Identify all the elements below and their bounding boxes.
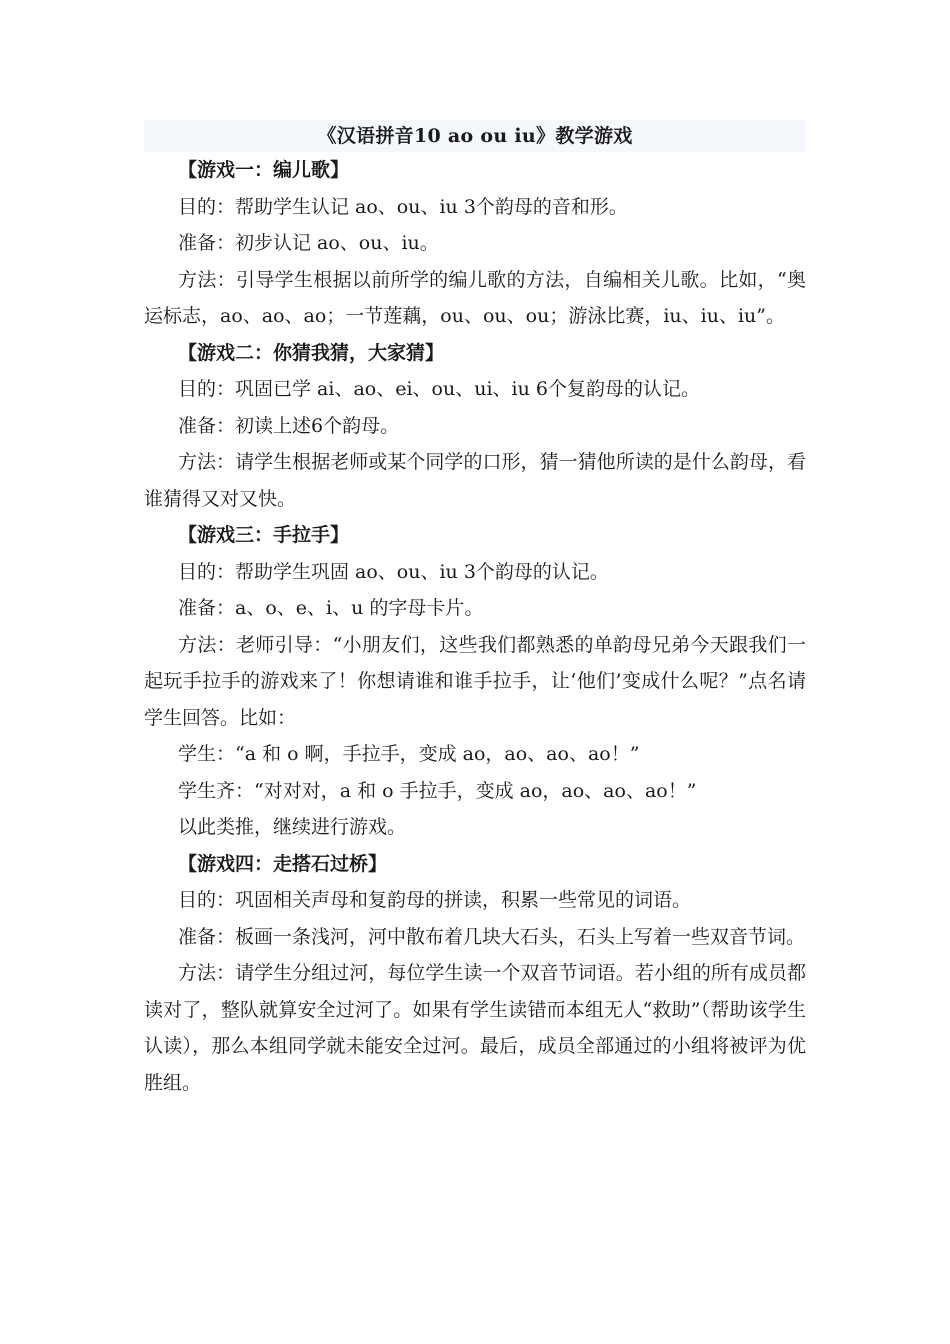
game-3-method: 方法：老师引导：“小朋友们，这些我们都熟悉的单韵母兄弟今天跟我们一起玩手拉手的游戏来了！你想请谁和谁手拉手，让‘他们’变成什么呢？”点名请学生回答。比如： bbox=[144, 633, 806, 729]
game-section-3 bbox=[144, 517, 806, 846]
game-section-1 bbox=[144, 152, 806, 335]
game-4-method: 方法：请学生分组过河，每位学生读一个双音节词语。若小组的所有成员都读对了，整队就算安全过河了。如果有学生读错而本组无人“救助”（帮助该学生认读），那么本组同学就未能安全过河。最后，成员全部通过的小组将被评为优胜组。 bbox=[144, 962, 806, 1094]
game-3-continue-note: 以此类推，继续进行游戏。 bbox=[178, 816, 407, 838]
game-2-preparation: 准备：初读上述6个韵母。 bbox=[178, 414, 400, 437]
document-page bbox=[144, 120, 806, 1101]
game-1-heading: 【游戏一：编儿歌】 bbox=[178, 159, 350, 181]
game-2-method: 方法：请学生根据老师或某个同学的口形，猜一猜他所读的是什么韵母，看谁猜得又对又快。 bbox=[144, 451, 806, 510]
game-4-purpose: 目的：巩固相关声母和复韵母的拼读，积累一些常见的词语。 bbox=[178, 889, 692, 911]
game-2-purpose: 目的：巩固已学 ai、ao、ei、ou、ui、iu 6个复韵母的认记。 bbox=[178, 378, 700, 400]
game-2-heading: 【游戏二：你猜我猜，大家猜】 bbox=[178, 341, 445, 364]
game-3-preparation: 准备：a、o、e、i、u 的字母卡片。 bbox=[178, 597, 484, 619]
game-3-heading: 【游戏三：手拉手】 bbox=[178, 524, 350, 546]
game-1-purpose: 目的：帮助学生认记 ao、ou、iu 3个韵母的音和形。 bbox=[178, 195, 628, 218]
game-section-2 bbox=[144, 335, 806, 518]
game-4-preparation: 准备：板画一条浅河，河中散布着几块大石头，石头上写着一些双音节词。 bbox=[178, 925, 806, 948]
game-1-preparation: 准备：初步认记 ao、ou、iu。 bbox=[178, 232, 439, 254]
game-3-dialogue-student: 学生：“a 和 o 啊，手拉手，变成 ao，ao、ao、ao！” bbox=[178, 743, 640, 765]
game-3-purpose: 目的：帮助学生巩固 ao、ou、iu 3个韵母的认记。 bbox=[178, 560, 609, 583]
game-1-method: 方法：引导学生根据以前所学的编儿歌的方法，自编相关儿歌。比如，“奥运标志，ao、ao、ao；一节莲藕，ou、ou、ou；游泳比赛，iu、iu、iu”。 bbox=[144, 268, 806, 327]
game-3-dialogue-students-together: 学生齐：“对对对，a 和 o 手拉手，变成 ao，ao、ao、ao！” bbox=[178, 779, 697, 802]
game-4-heading: 【游戏四：走搭石过桥】 bbox=[178, 852, 388, 875]
game-section-4 bbox=[144, 846, 806, 1102]
document-title: 《汉语拼音10 ao ou iu》教学游戏 bbox=[144, 120, 806, 152]
